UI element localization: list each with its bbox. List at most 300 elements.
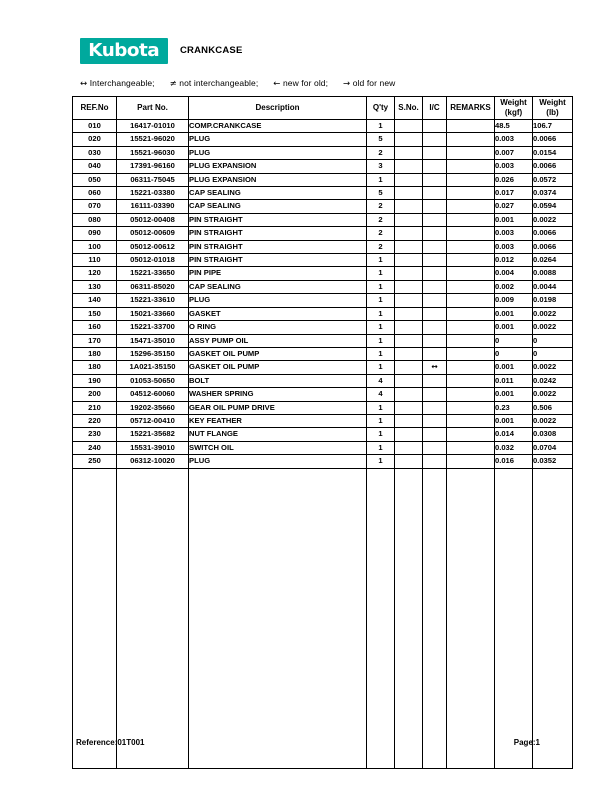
cell-qty: 1: [367, 173, 395, 186]
cell-ref-no: 150: [73, 307, 117, 320]
table-row: [73, 133, 573, 146]
cell-ic: [423, 414, 447, 427]
cell-description: PIN STRAIGHT: [189, 213, 367, 226]
cell-s-no: [395, 388, 423, 401]
cell-qty: 1: [367, 294, 395, 307]
cell-description: PLUG EXPANSION: [189, 160, 367, 173]
table-row: [73, 187, 573, 200]
cell-ic: [423, 347, 447, 360]
empty-cell: [367, 468, 395, 768]
cell-part-no: 15221-33650: [117, 267, 189, 280]
cell-qty: 1: [367, 120, 395, 133]
legend: [80, 78, 395, 89]
cell-s-no: [395, 334, 423, 347]
cell-remarks: [447, 334, 495, 347]
cell-ic: [423, 428, 447, 441]
cell-description: NUT FLANGE: [189, 428, 367, 441]
cell-description: PLUG: [189, 294, 367, 307]
cell-s-no: [395, 280, 423, 293]
table-row: [73, 307, 573, 320]
table-body: [73, 120, 573, 769]
cell-weight-kgf: 0.009: [495, 294, 533, 307]
cell-qty: 1: [367, 455, 395, 468]
cell-remarks: [447, 133, 495, 146]
cell-description: CAP SEALING: [189, 187, 367, 200]
cell-weight-kgf: 48.5: [495, 120, 533, 133]
cell-s-no: [395, 307, 423, 320]
cell-remarks: [447, 200, 495, 213]
cell-ic: [423, 294, 447, 307]
cell-description: PIN STRAIGHT: [189, 240, 367, 253]
cell-ref-no: 210: [73, 401, 117, 414]
table-row: [73, 120, 573, 133]
cell-remarks: [447, 187, 495, 200]
cell-part-no: 15221-33610: [117, 294, 189, 307]
cell-qty: 1: [367, 280, 395, 293]
cell-ic: [423, 133, 447, 146]
cell-ref-no: 010: [73, 120, 117, 133]
table-header-row: [73, 97, 573, 120]
empty-cell: [447, 468, 495, 768]
cell-ref-no: 070: [73, 200, 117, 213]
parts-table: [72, 96, 573, 769]
cell-ref-no: 130: [73, 280, 117, 293]
cell-weight-kgf: 0.003: [495, 240, 533, 253]
cell-ref-no: 050: [73, 173, 117, 186]
cell-ic: [423, 120, 447, 133]
cell-remarks: [447, 173, 495, 186]
cell-ic: [423, 441, 447, 454]
cell-s-no: [395, 200, 423, 213]
cell-weight-lb: 0.0088: [533, 267, 573, 280]
column-header-ref-no: REF.No: [73, 97, 117, 120]
cell-weight-kgf: 0.017: [495, 187, 533, 200]
table-row: [73, 401, 573, 414]
cell-weight-kgf: 0.001: [495, 414, 533, 427]
cell-weight-lb: 0.0352: [533, 455, 573, 468]
cell-remarks: [447, 321, 495, 334]
column-header-weight-lb: [533, 97, 573, 120]
cell-qty: 1: [367, 347, 395, 360]
cell-remarks: [447, 374, 495, 387]
cell-part-no: 16111-03390: [117, 200, 189, 213]
cell-ic: [423, 321, 447, 334]
weight-kgf-line1: Weight: [500, 98, 527, 107]
cell-description: PLUG: [189, 455, 367, 468]
cell-ref-no: 160: [73, 321, 117, 334]
cell-description: WASHER SPRING: [189, 388, 367, 401]
cell-remarks: [447, 254, 495, 267]
weight-lb-line1: Weight: [539, 98, 566, 107]
table-header: [73, 97, 573, 120]
cell-part-no: 06311-85020: [117, 280, 189, 293]
cell-s-no: [395, 321, 423, 334]
cell-weight-lb: 0.0066: [533, 240, 573, 253]
cell-weight-lb: 0.0066: [533, 133, 573, 146]
cell-remarks: [447, 347, 495, 360]
cell-qty: 1: [367, 428, 395, 441]
table-row: [73, 414, 573, 427]
table-row: [73, 267, 573, 280]
cell-ic: [423, 240, 447, 253]
cell-weight-kgf: 0.012: [495, 254, 533, 267]
cell-part-no: 05712-00410: [117, 414, 189, 427]
cell-s-no: [395, 240, 423, 253]
cell-qty: 2: [367, 200, 395, 213]
cell-weight-kgf: 0: [495, 347, 533, 360]
cell-weight-kgf: 0.003: [495, 133, 533, 146]
cell-ic: [423, 160, 447, 173]
table-empty-area: [73, 468, 573, 768]
cell-ref-no: 110: [73, 254, 117, 267]
cell-part-no: 05012-00612: [117, 240, 189, 253]
cell-ref-no: 120: [73, 267, 117, 280]
table-row: [73, 455, 573, 468]
cell-part-no: 16417-01010: [117, 120, 189, 133]
cell-description: PIN STRAIGHT: [189, 254, 367, 267]
cell-weight-kgf: 0.014: [495, 428, 533, 441]
cell-qty: 4: [367, 374, 395, 387]
table-row: [73, 254, 573, 267]
cell-description: CAP SEALING: [189, 280, 367, 293]
cell-ref-no: 240: [73, 441, 117, 454]
cell-ref-no: 060: [73, 187, 117, 200]
cell-weight-lb: 0.0154: [533, 146, 573, 159]
cell-qty: 2: [367, 227, 395, 240]
cell-ic: [423, 173, 447, 186]
cell-weight-lb: 0.0594: [533, 200, 573, 213]
empty-cell: [533, 468, 573, 768]
cell-weight-kgf: 0: [495, 334, 533, 347]
cell-remarks: [447, 361, 495, 374]
cell-description: CAP SEALING: [189, 200, 367, 213]
table-row: [73, 227, 573, 240]
old-for-new-icon: →: [343, 79, 351, 89]
cell-ic: [423, 227, 447, 240]
cell-part-no: 04512-60060: [117, 388, 189, 401]
cell-ic: [423, 187, 447, 200]
cell-weight-lb: 106.7: [533, 120, 573, 133]
cell-ref-no: 190: [73, 374, 117, 387]
cell-s-no: [395, 146, 423, 159]
cell-qty: 4: [367, 388, 395, 401]
cell-ref-no: 250: [73, 455, 117, 468]
cell-description: GASKET: [189, 307, 367, 320]
cell-s-no: [395, 187, 423, 200]
cell-description: BOLT: [189, 374, 367, 387]
cell-description: GASKET OIL PUMP: [189, 347, 367, 360]
cell-ref-no: 180: [73, 347, 117, 360]
cell-part-no: 15521-96020: [117, 133, 189, 146]
table-row: [73, 173, 573, 186]
cell-part-no: 15221-33700: [117, 321, 189, 334]
page-title: CRANKCASE: [180, 45, 243, 56]
cell-description: SWITCH OIL: [189, 441, 367, 454]
cell-weight-lb: 0.0044: [533, 280, 573, 293]
cell-s-no: [395, 361, 423, 374]
cell-remarks: [447, 120, 495, 133]
cell-weight-kgf: 0.032: [495, 441, 533, 454]
cell-remarks: [447, 267, 495, 280]
cell-weight-kgf: 0.027: [495, 200, 533, 213]
cell-ic: [423, 401, 447, 414]
cell-weight-lb: 0.0308: [533, 428, 573, 441]
cell-remarks: [447, 455, 495, 468]
cell-weight-kgf: 0.001: [495, 321, 533, 334]
column-header-qty: Q'ty: [367, 97, 395, 120]
kubota-logo: [80, 38, 168, 64]
cell-s-no: [395, 213, 423, 226]
cell-qty: 1: [367, 414, 395, 427]
cell-weight-kgf: 0.026: [495, 173, 533, 186]
table-row: [73, 294, 573, 307]
legend-label-interchangeable: Interchangeable;: [89, 78, 155, 88]
cell-remarks: [447, 388, 495, 401]
cell-remarks: [447, 280, 495, 293]
table-row: [73, 240, 573, 253]
cell-weight-kgf: 0.001: [495, 307, 533, 320]
cell-ref-no: 080: [73, 213, 117, 226]
cell-ic: [423, 307, 447, 320]
cell-part-no: 15521-96030: [117, 146, 189, 159]
cell-description: COMP.CRANKCASE: [189, 120, 367, 133]
table-row: [73, 334, 573, 347]
cell-qty: 3: [367, 160, 395, 173]
cell-part-no: 15531-39010: [117, 441, 189, 454]
cell-s-no: [395, 160, 423, 173]
column-header-part-no: Part No.: [117, 97, 189, 120]
cell-weight-kgf: 0.007: [495, 146, 533, 159]
table-row: [73, 146, 573, 159]
cell-qty: 1: [367, 307, 395, 320]
not-interchangeable-icon: ≠: [169, 79, 177, 89]
cell-s-no: [395, 401, 423, 414]
cell-description: PIN STRAIGHT: [189, 227, 367, 240]
legend-label-old-for-new: old for new: [352, 78, 396, 88]
empty-cell: [189, 468, 367, 768]
cell-description: PLUG: [189, 146, 367, 159]
cell-ref-no: 230: [73, 428, 117, 441]
cell-ref-no: 030: [73, 146, 117, 159]
table-row: [73, 200, 573, 213]
cell-remarks: [447, 213, 495, 226]
cell-description: GEAR OIL PUMP DRIVE: [189, 401, 367, 414]
table-row: [73, 160, 573, 173]
cell-s-no: [395, 120, 423, 133]
column-header-s-no: S.No.: [395, 97, 423, 120]
cell-part-no: 1A021-35150: [117, 361, 189, 374]
interchangeable-icon: ↔: [80, 79, 88, 89]
cell-s-no: [395, 294, 423, 307]
new-for-old-icon: ←: [273, 79, 281, 89]
cell-part-no: 17391-96160: [117, 160, 189, 173]
cell-description: ASSY PUMP OIL: [189, 334, 367, 347]
document-header: [72, 36, 544, 72]
cell-s-no: [395, 347, 423, 360]
cell-weight-lb: 0.0066: [533, 160, 573, 173]
cell-ref-no: 200: [73, 388, 117, 401]
cell-description: O RING: [189, 321, 367, 334]
cell-weight-kgf: 0.001: [495, 213, 533, 226]
cell-s-no: [395, 428, 423, 441]
cell-weight-lb: 0.0022: [533, 307, 573, 320]
cell-remarks: [447, 428, 495, 441]
cell-weight-kgf: 0.003: [495, 160, 533, 173]
cell-ref-no: 180: [73, 361, 117, 374]
cell-weight-lb: 0.0572: [533, 173, 573, 186]
cell-remarks: [447, 146, 495, 159]
cell-ref-no: 040: [73, 160, 117, 173]
cell-remarks: [447, 294, 495, 307]
cell-ref-no: 020: [73, 133, 117, 146]
cell-weight-lb: 0.0374: [533, 187, 573, 200]
cell-weight-kgf: 0.003: [495, 227, 533, 240]
cell-part-no: 05012-00408: [117, 213, 189, 226]
cell-s-no: [395, 267, 423, 280]
cell-ic: [423, 267, 447, 280]
cell-weight-kgf: 0.004: [495, 267, 533, 280]
cell-s-no: [395, 455, 423, 468]
cell-weight-lb: 0.0704: [533, 441, 573, 454]
cell-weight-kgf: 0.001: [495, 388, 533, 401]
cell-ref-no: 140: [73, 294, 117, 307]
weight-kgf-line2: (kgf): [504, 108, 523, 117]
cell-description: PLUG EXPANSION: [189, 173, 367, 186]
cell-remarks: [447, 414, 495, 427]
cell-weight-lb: 0.0264: [533, 254, 573, 267]
cell-qty: 1: [367, 441, 395, 454]
table-row: [73, 388, 573, 401]
cell-ic: [423, 146, 447, 159]
cell-weight-lb: 0.0022: [533, 321, 573, 334]
cell-part-no: 19202-35660: [117, 401, 189, 414]
parts-table-container: [72, 96, 566, 769]
table-row: [73, 280, 573, 293]
cell-weight-lb: 0.0198: [533, 294, 573, 307]
cell-ic: [423, 334, 447, 347]
empty-cell: [117, 468, 189, 768]
cell-qty: 2: [367, 213, 395, 226]
cell-weight-kgf: 0.016: [495, 455, 533, 468]
column-header-remarks: REMARKS: [447, 97, 495, 120]
empty-cell: [395, 468, 423, 768]
empty-cell: [423, 468, 447, 768]
cell-s-no: [395, 133, 423, 146]
cell-qty: 1: [367, 401, 395, 414]
weight-lb-line2: (lb): [546, 108, 559, 117]
cell-ref-no: 170: [73, 334, 117, 347]
cell-ref-no: 100: [73, 240, 117, 253]
table-row: [73, 361, 573, 374]
cell-part-no: 06312-10020: [117, 455, 189, 468]
cell-s-no: [395, 173, 423, 186]
cell-part-no: 01053-50650: [117, 374, 189, 387]
table-row: [73, 347, 573, 360]
cell-ref-no: 220: [73, 414, 117, 427]
column-header-ic: I/C: [423, 97, 447, 120]
cell-part-no: 15021-33660: [117, 307, 189, 320]
empty-cell: [495, 468, 533, 768]
cell-ic: [423, 254, 447, 267]
cell-part-no: 05012-01018: [117, 254, 189, 267]
cell-weight-lb: 0.0022: [533, 213, 573, 226]
legend-label-not-interchangeable: not interchangeable;: [179, 78, 259, 88]
table-row: [73, 441, 573, 454]
cell-weight-kgf: 0.002: [495, 280, 533, 293]
cell-remarks: [447, 307, 495, 320]
cell-ic: ↔: [423, 361, 447, 374]
cell-weight-kgf: 0.23: [495, 401, 533, 414]
cell-qty: 1: [367, 267, 395, 280]
column-header-weight-kgf: [495, 97, 533, 120]
kubota-logo-text: Kubota: [88, 40, 160, 61]
cell-remarks: [447, 160, 495, 173]
cell-weight-lb: 0.0242: [533, 374, 573, 387]
cell-s-no: [395, 414, 423, 427]
cell-description: KEY FEATHER: [189, 414, 367, 427]
cell-description: PLUG: [189, 133, 367, 146]
cell-weight-lb: 0: [533, 334, 573, 347]
cell-s-no: [395, 227, 423, 240]
cell-part-no: 05012-00609: [117, 227, 189, 240]
cell-weight-lb: 0.0022: [533, 388, 573, 401]
cell-weight-lb: 0.0066: [533, 227, 573, 240]
table-row: [73, 321, 573, 334]
cell-qty: 1: [367, 334, 395, 347]
cell-ic: [423, 374, 447, 387]
cell-part-no: 15296-35150: [117, 347, 189, 360]
cell-part-no: 15221-03380: [117, 187, 189, 200]
cell-description: GASKET OIL PUMP: [189, 361, 367, 374]
cell-ic: [423, 200, 447, 213]
cell-weight-kgf: 0.011: [495, 374, 533, 387]
column-header-description: Description: [189, 97, 367, 120]
table-row: [73, 374, 573, 387]
cell-ic: [423, 455, 447, 468]
footer-reference: Reference:01T001: [76, 738, 145, 747]
footer-page-number: Page:1: [513, 738, 540, 747]
cell-weight-lb: 0.0022: [533, 414, 573, 427]
cell-qty: 2: [367, 146, 395, 159]
cell-s-no: [395, 374, 423, 387]
cell-qty: 5: [367, 133, 395, 146]
cell-remarks: [447, 441, 495, 454]
cell-ic: [423, 280, 447, 293]
cell-remarks: [447, 240, 495, 253]
cell-remarks: [447, 401, 495, 414]
cell-weight-kgf: 0.001: [495, 361, 533, 374]
cell-remarks: [447, 227, 495, 240]
cell-qty: 1: [367, 321, 395, 334]
cell-ref-no: 090: [73, 227, 117, 240]
cell-qty: 1: [367, 254, 395, 267]
cell-weight-lb: 0.506: [533, 401, 573, 414]
table-row: [73, 213, 573, 226]
cell-qty: 5: [367, 187, 395, 200]
cell-weight-lb: 0: [533, 347, 573, 360]
table-row: [73, 428, 573, 441]
cell-part-no: 06311-75045: [117, 173, 189, 186]
cell-qty: 1: [367, 361, 395, 374]
cell-ic: [423, 388, 447, 401]
cell-description: PIN PIPE: [189, 267, 367, 280]
cell-qty: 2: [367, 240, 395, 253]
cell-s-no: [395, 441, 423, 454]
cell-ic: [423, 213, 447, 226]
legend-label-new-for-old: new for old;: [282, 78, 329, 88]
cell-part-no: 15221-35682: [117, 428, 189, 441]
cell-s-no: [395, 254, 423, 267]
